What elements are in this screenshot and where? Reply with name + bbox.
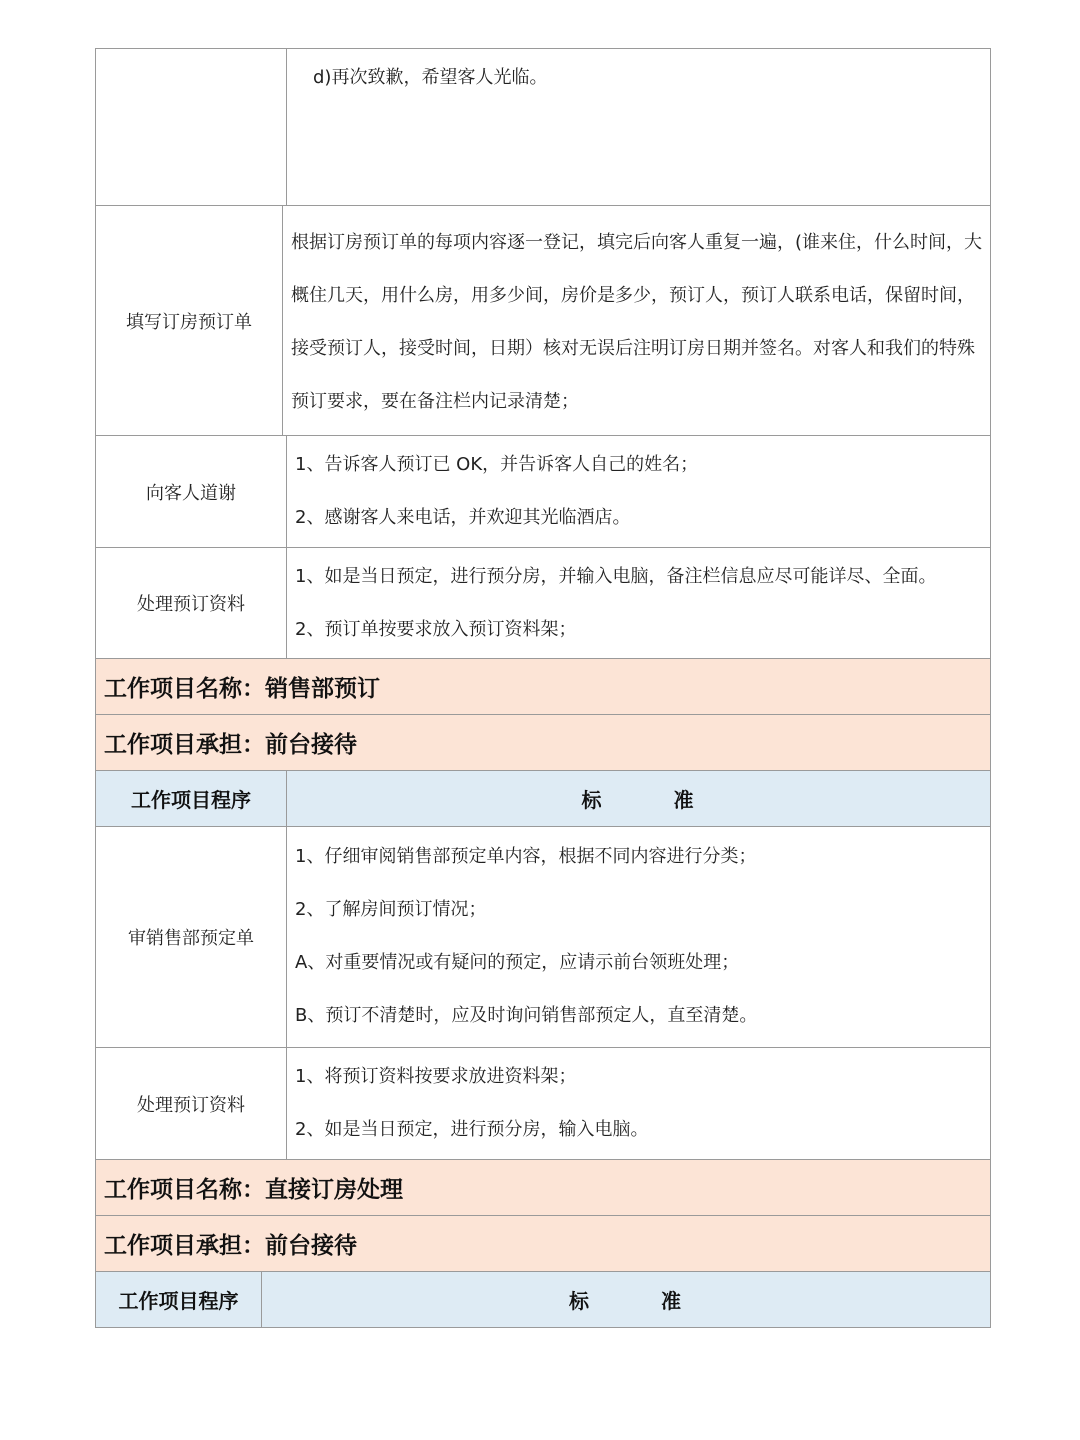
standard-cell <box>287 49 990 205</box>
project-owner-banner <box>95 715 991 771</box>
standard-line: 概住几天，用什么房，用多少间，房价是多少，预订人，预订人联系电话，保留时间， <box>290 285 975 306</box>
standard-line: 预订要求，要在备注栏内记录清楚； <box>290 391 579 412</box>
header-standard <box>287 771 990 826</box>
standard-line: 1、告诉客人预订已 OK，并告诉客人自己的姓名； <box>295 454 699 475</box>
standard-line: B、预订不清楚时，应及时询问销售部预定人，直至清楚。 <box>295 1005 758 1026</box>
standard-line: 2、如是当日预定，进行预分房，输入电脑。 <box>295 1119 649 1140</box>
standard-cell <box>287 548 990 658</box>
standard-cell <box>287 827 990 1047</box>
standard-line: 2、预订单按要求放入预订资料架； <box>295 619 577 640</box>
header-standard-a: 标 <box>581 788 604 812</box>
standard-cell <box>283 206 990 435</box>
table-row <box>95 1048 991 1160</box>
project-owner-banner <box>95 1216 991 1272</box>
header-standard-b: 准 <box>661 1289 683 1313</box>
project-owner-text: 工作项目承担：前台接待 <box>104 732 357 758</box>
standard-cell <box>287 436 990 547</box>
standard-line: d)再次致歉，希望客人光临。 <box>313 67 548 88</box>
standard-line: 1、如是当日预定，进行预分房，并输入电脑，备注栏信息应尽可能详尽、全面。 <box>295 566 937 587</box>
standard-line: 2、了解房间预订情况； <box>295 899 487 920</box>
project-name-text: 工作项目名称：直接订房处理 <box>104 1177 403 1203</box>
table-row <box>95 827 991 1048</box>
header-procedure: 工作项目程序 <box>96 1272 262 1327</box>
procedure-cell: 处理预订资料 <box>96 548 287 658</box>
procedure-cell: 向客人道谢 <box>96 436 287 547</box>
procedure-cell: 审销售部预定单 <box>96 827 287 1047</box>
standard-line: 2、感谢客人来电话，并欢迎其光临酒店。 <box>295 507 631 528</box>
standard-line: A、对重要情况或有疑问的预定，应请示前台领班处理； <box>295 952 740 973</box>
table-row <box>95 49 991 206</box>
standard-line: 根据订房预订单的每项内容逐一登记，填完后向客人重复一遍，(谁来住，什么时间，大 <box>290 232 982 253</box>
standard-cell <box>287 1048 990 1159</box>
project-owner-text: 工作项目承担：前台接待 <box>104 1233 357 1259</box>
header-standard-b: 准 <box>673 788 696 812</box>
standard-line: 1、将预订资料按要求放进资料架； <box>295 1066 577 1087</box>
table-row <box>95 436 991 548</box>
project-name-text: 工作项目名称：销售部预订 <box>104 676 380 702</box>
header-standard <box>262 1272 990 1327</box>
table-row <box>95 206 991 436</box>
standard-line: 接受预订人，接受时间，日期）核对无误后注明订房日期并签名。对客人和我们的特殊 <box>290 338 975 359</box>
procedure-cell <box>96 49 287 205</box>
header-standard-a: 标 <box>569 1289 591 1313</box>
header-procedure: 工作项目程序 <box>96 771 287 826</box>
table-row <box>95 548 991 659</box>
project-name-banner <box>95 659 991 715</box>
procedure-table <box>95 48 991 1328</box>
procedure-cell: 填写订房预订单 <box>96 206 283 435</box>
standard-line: 1、仔细审阅销售部预定单内容，根据不同内容进行分类； <box>295 846 757 867</box>
table-header <box>95 771 991 827</box>
project-name-banner <box>95 1160 991 1216</box>
procedure-cell: 处理预订资料 <box>96 1048 287 1159</box>
table-header <box>95 1272 991 1328</box>
